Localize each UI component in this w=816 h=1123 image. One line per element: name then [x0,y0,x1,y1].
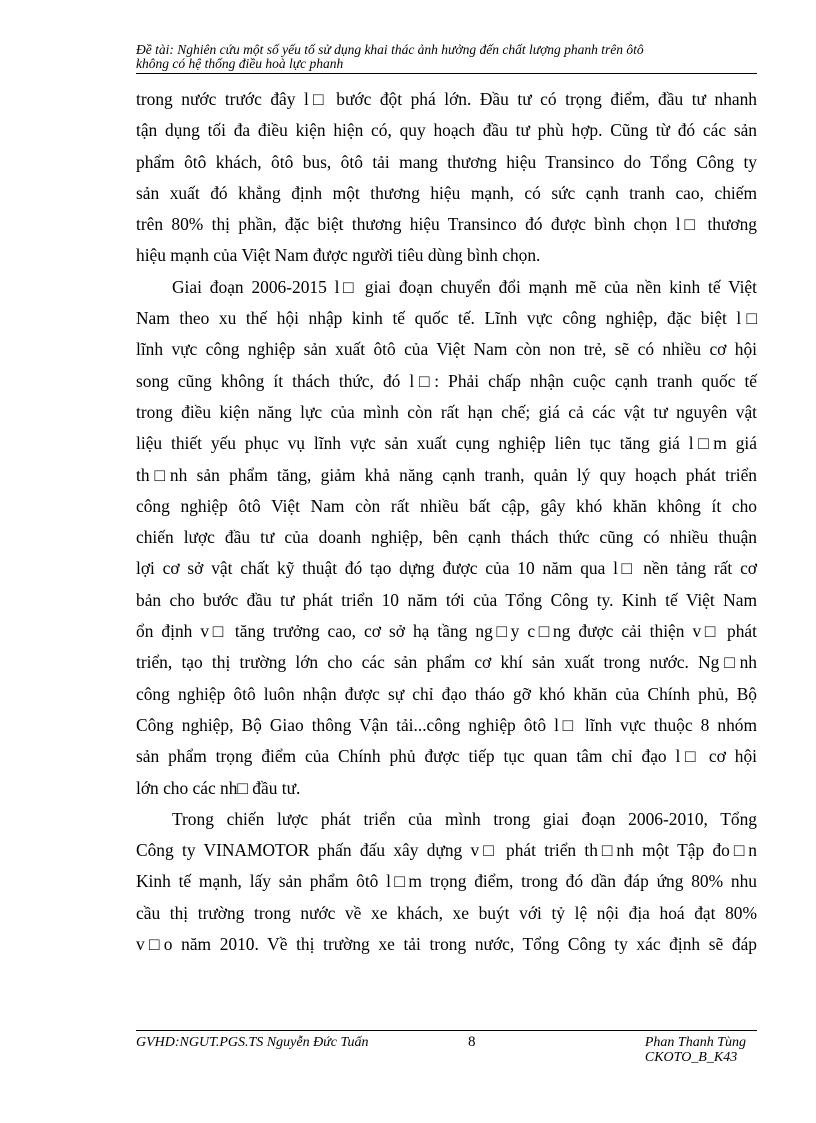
footer-author [645,1035,746,1065]
text-line: công nghiệp ôtô Việt Nam còn rất nhiều bất cập, gây khó khăn không ít cho [136,495,757,516]
text-line: triển, tạo thị trường lớn cho các sản phẩm cơ khí sản xuất trong nước. Ng□nh [136,652,757,673]
text-line: ổn định v□ tăng trưởng cao, cơ sở hạ tầng ng□y c□ng được cải thiện v□ phát [136,621,757,642]
text-line: sản xuất đó khẳng định một thương hiệu mạnh, có sức cạnh tranh cao, chiếm [136,182,757,203]
author-name: Phan Thanh Tùng [644,1035,746,1050]
text-line: cầu thị trường trong nước về xe khách, xe buýt với tỷ lệ nội địa hoá đạt 80% [136,902,757,923]
text-line: trong nước trước đây l□ bước đột phá lớn. Đầu tư có trọng điểm, đầu tư nhanh [136,89,757,109]
text-line: phẩm ôtô khách, ôtô bus, ôtô tải mang thương hiệu Transinco do Tổng Công ty [136,151,757,172]
text-line: lĩnh vực công nghiệp sản xuất ôtô của Việt Nam còn non trẻ, sẽ có nhiều cơ hội [136,339,757,360]
text-line: hiệu mạnh của Việt Nam được người tiêu dùng bình chọn. [136,245,541,266]
header-title-line-1: Đề tài: Nghiên cứu một số yếu tố sử dụng khai thác ảnh hưởng đến chất lượng phanh trên ôtô [136,43,644,57]
footer-divider [136,1030,757,1031]
text-line: trên 80% thị phần, đặc biệt thương hiệu Transinco đó được bình chọn l□ thương [136,214,757,235]
paragraph-3 [136,804,757,960]
text-line: chiến lược đầu tư của doanh nghiệp, bên cạnh thách thức cũng có nhiều thuận [136,527,757,548]
paragraph-1 [136,84,757,272]
text-line: v□o năm 2010. Về thị trường xe tải trong nước, Tổng Công ty xác định sẽ đáp [136,934,757,955]
text-line: lợi cơ sở vật chất kỹ thuật đó tạo dựng được của 10 năm qua l□ nền tảng rất cơ [136,558,757,579]
text-line: lớn cho các nh□ đầu tư. [136,777,301,798]
text-line: Trong chiến lược phát triển của mình trong giai đoạn 2006-2010, Tổng [172,808,757,829]
text-line: liệu thiết yếu phục vụ lĩnh vực sản xuất cụng nghiệp liên tục tăng giá l□m giá [136,433,757,454]
text-line: Giai đoạn 2006-2015 l□ giai đoạn chuyển đổi mạnh mẽ của nền kinh tế Việt [172,276,757,297]
author-class: CKOTO_B_K43 [644,1050,738,1065]
text-line: Công nghiệp, Bộ Giao thông Vận tải...công nghiệp ôtô l□ lĩnh vực thuộc 8 nhóm [136,714,757,735]
text-line: bản cho bước đầu tư phát triển 10 năm tới của Tổng Công ty. Kinh tế Việt Nam [136,589,757,610]
text-line: th□nh sản phẩm tăng, giảm khả năng cạnh tranh, quản lý quy hoạch phát triển [136,464,757,485]
text-line: sản phẩm trọng điểm của Chính phủ được tiếp tục quan tâm chỉ đạo l□ cơ hội [136,746,757,767]
header-title-line-2: không có hệ thống điều hoà lực phanh [136,57,344,71]
text-line: công nghiệp ôtô luôn nhận được sự chỉ đạo tháo gỡ khó khăn của Chính phủ, Bộ [136,683,757,704]
text-line: tận dụng tối đa điều kiện hiện có, quy hoạch đầu tư phù hợp. Cũng từ đó các sản [136,120,757,141]
text-line: trong điều kiện năng lực của mình còn rất hạn chế; giá cả các vật tư nguyên vật [136,401,757,422]
text-line: Công ty VINAMOTOR phấn đấu xây dựng v□ phát triển th□nh một Tập đo□n [136,840,757,861]
text-line: Nam theo xu thế hội nhập kinh tế quốc tế. Lĩnh vực công nghiệp, đặc biệt l□ [136,308,757,329]
footer-advisor: GVHD:NGUT.PGS.TS Nguyễn Đức Tuấn [136,1035,369,1050]
paragraph-2 [136,272,757,804]
text-line: song cũng không ít thách thức, đó l□: Phải chấp nhận cuộc cạnh tranh quốc tế [136,370,757,391]
text-line: Kinh tế mạnh, lấy sản phẩm ôtô l□m trọng điểm, trong đó dần đáp ứng 80% nhu [136,871,757,892]
page-number: 8 [468,1034,476,1050]
body-text [136,84,757,960]
page-header [136,43,757,74]
